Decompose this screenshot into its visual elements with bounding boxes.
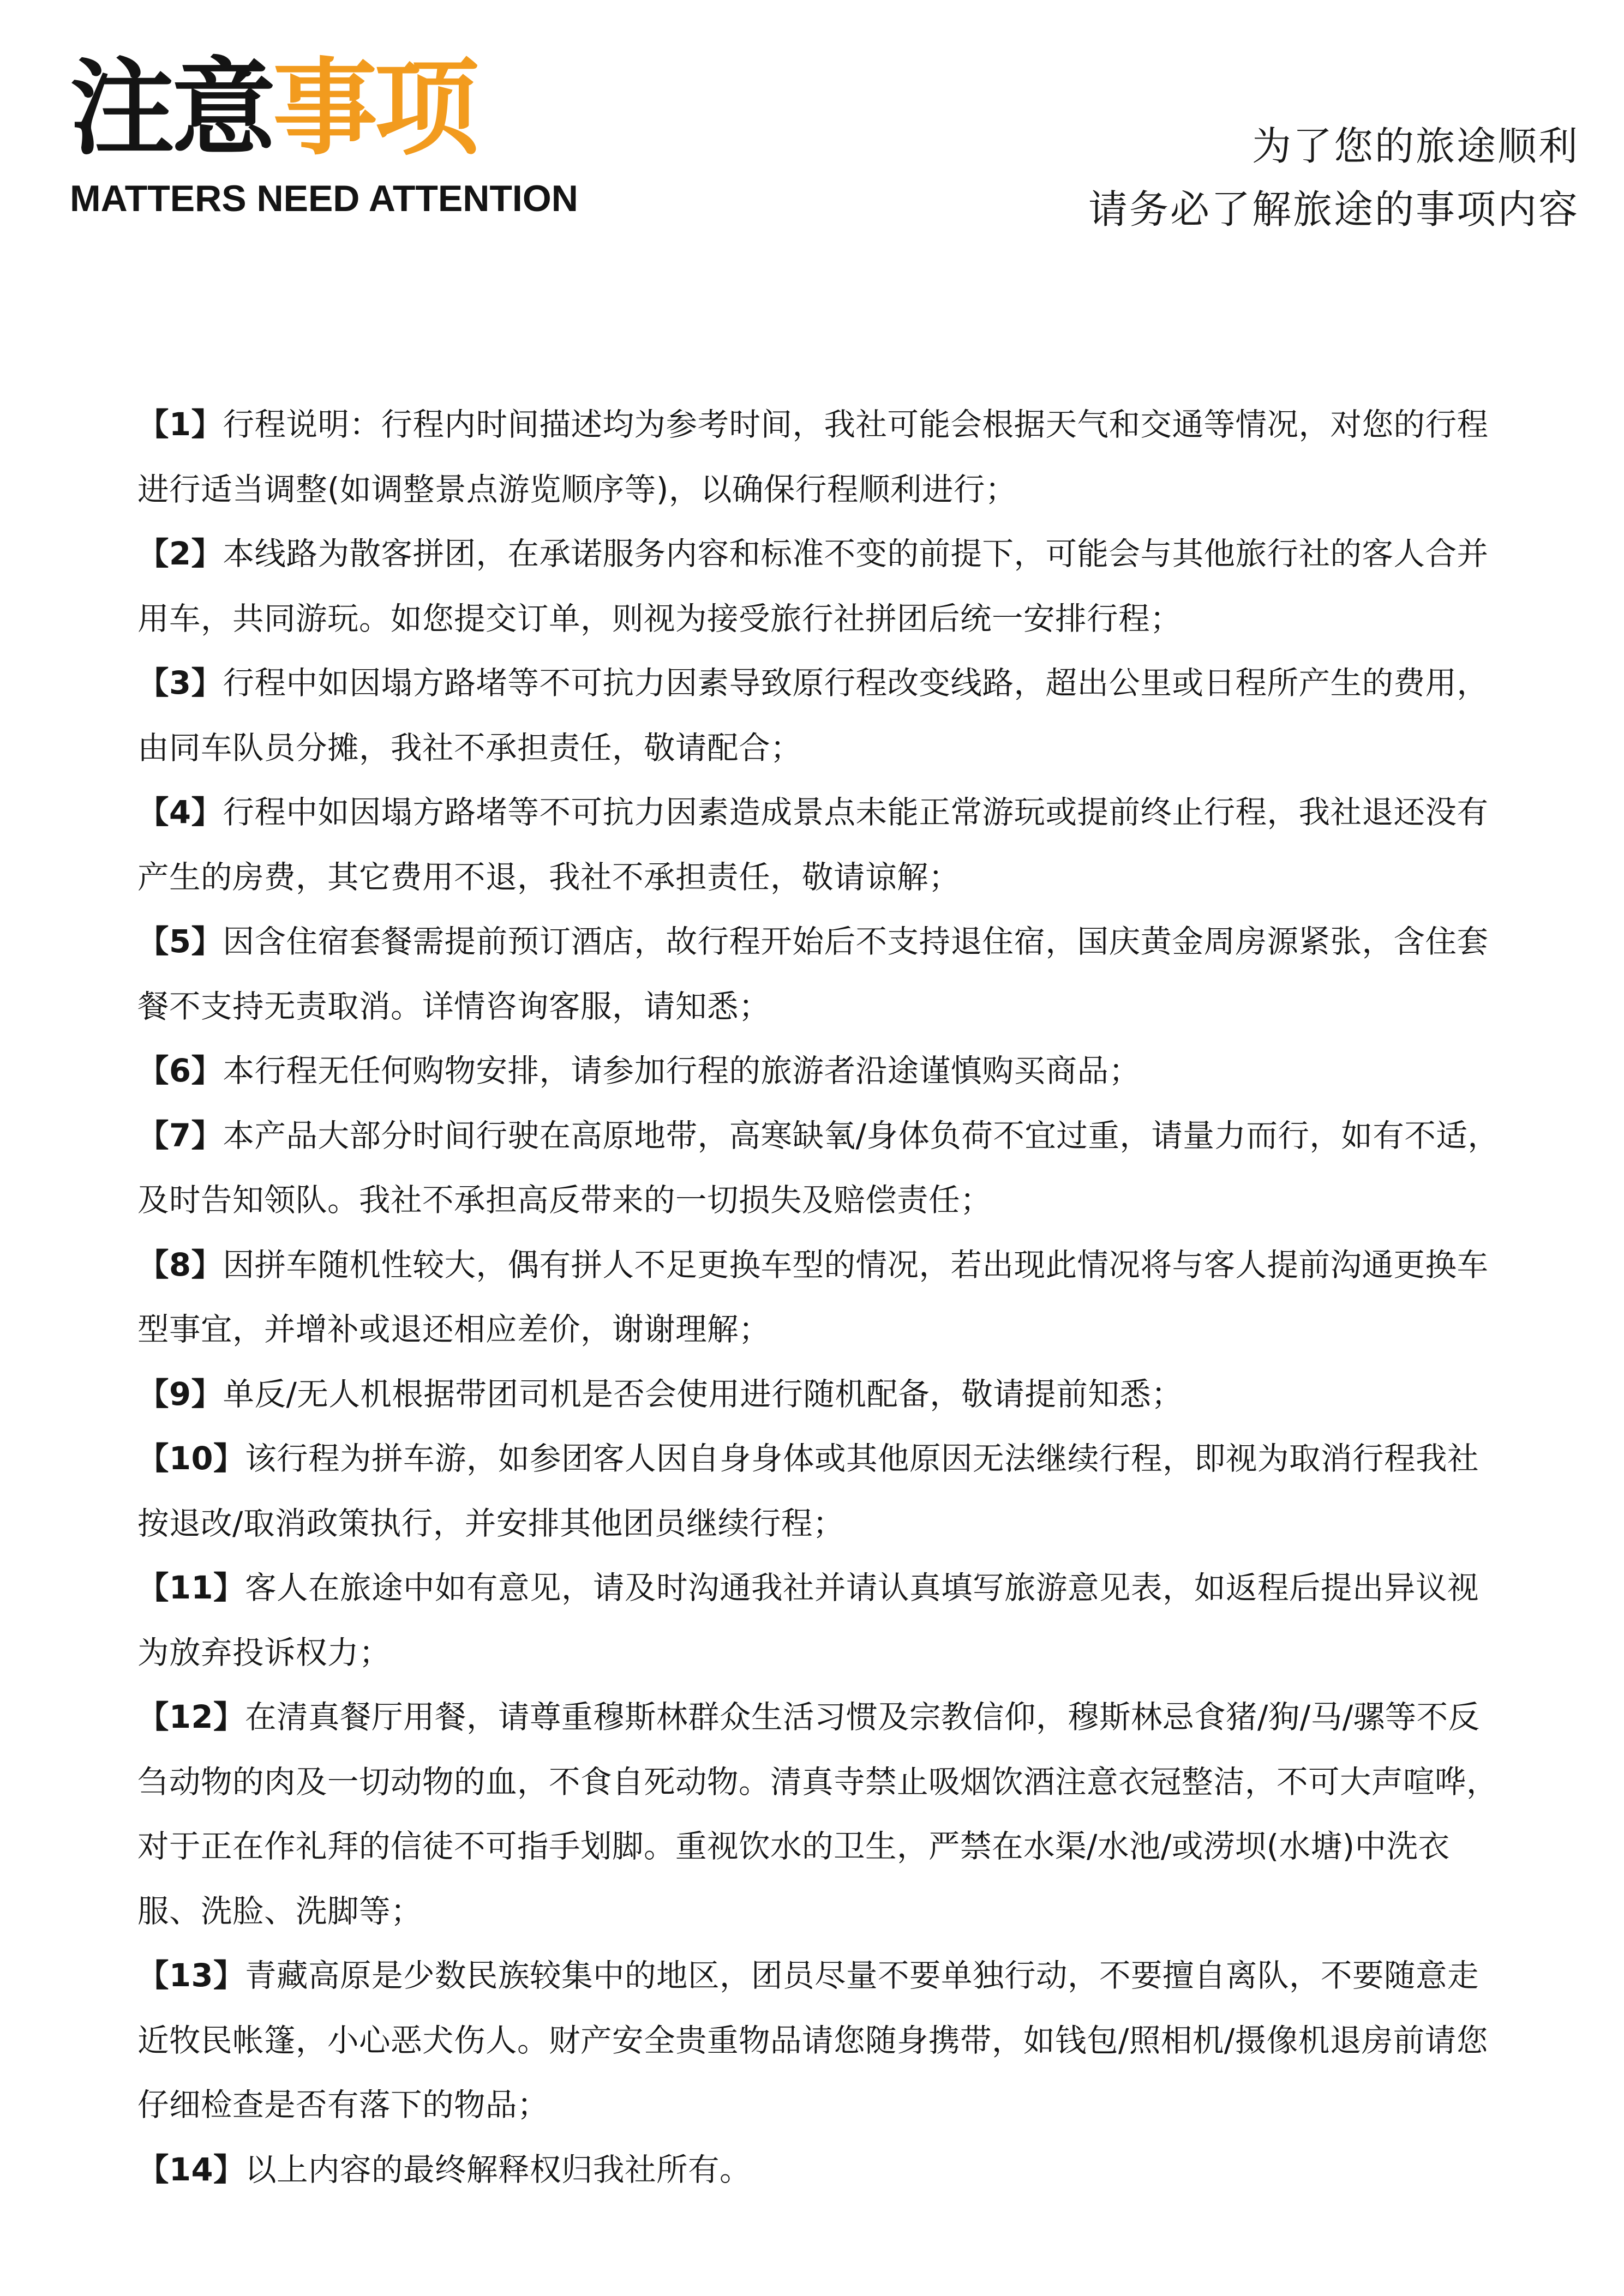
- note-item-11: [137, 1556, 1507, 1685]
- subtitle-line1: 为了您的旅途顺利: [1251, 123, 1579, 169]
- note-number: 【12】: [137, 1699, 245, 1735]
- note-item-10: [137, 1427, 1507, 1556]
- note-text: 本线路为散客拼团，在承诺服务内容和标准不变的前提下，可能会与其他旅行社的客人合并用车，共同游玩。如您提交订单，则视为接受旅行社拼团后统一安排行程；: [137, 536, 1489, 637]
- note-text: 以上内容的最终解释权归我社所有。: [245, 2151, 752, 2188]
- note-item-13: [137, 1944, 1507, 2138]
- note-item-2: [137, 522, 1507, 651]
- note-item-8: [137, 1233, 1507, 1362]
- note-text: 本产品大部分时间行驶在高原地带，高寒缺氧/身体负荷不宜过重，请量力而行，如有不适，及时告知领队。我社不承担高反带来的一切损失及赔偿责任；: [137, 1117, 1500, 1218]
- header-title-block: [70, 48, 578, 220]
- note-number: 【3】: [137, 665, 223, 701]
- note-item-14: [137, 2138, 1507, 2203]
- page-title-part2: 事项: [273, 48, 476, 170]
- note-text: 单反/无人机根据带团司机是否会使用进行随机配备，敬请提前知悉；: [223, 1375, 1183, 1413]
- note-number: 【13】: [137, 1957, 245, 1994]
- page-title-english: MATTERS NEED ATTENTION: [70, 178, 578, 219]
- note-number: 【5】: [137, 923, 223, 960]
- note-number: 【10】: [137, 1440, 245, 1477]
- note-text: 青藏高原是少数民族较集中的地区，团员尽量不要单独行动，不要擅自离队，不要随意走近牧民帐篷，小心恶犬伤人。财产安全贵重物品请您随身携带，如钱包/照相机/摄像机退房前请您仔细检查是否有落下的物品；: [137, 1957, 1488, 2123]
- note-item-1: [137, 393, 1507, 522]
- note-number: 【14】: [137, 2151, 245, 2188]
- note-number: 【4】: [137, 794, 223, 831]
- note-text: 该行程为拼车游，如参团客人因自身身体或其他原因无法继续行程，即视为取消行程我社按退改/取消政策执行，并安排其他团员继续行程；: [137, 1440, 1479, 1542]
- note-text: 在清真餐厅用餐，请尊重穆斯林群众生活习惯及宗教信仰，穆斯林忌食猪/狗/马/骡等不反刍动物的肉及一切动物的血，不食自死动物。清真寺禁止吸烟饮酒注意衣冠整洁，不可大声喧哗，对于正在作礼拜的信徒不可指手划脚。重视饮水的卫生，严禁在水渠/水池/或涝坝(水塘)中洗衣服、洗脸、洗脚等；: [137, 1699, 1498, 1930]
- note-number: 【7】: [137, 1117, 223, 1154]
- subtitle-line2: 请务必了解旅途的事项内容: [1088, 187, 1579, 232]
- note-text: 行程中如因塌方路堵等不可抗力因素造成景点未能正常游玩或提前终止行程，我社退还没有产生的房费，其它费用不退，我社不承担责任，敬请谅解；: [137, 794, 1489, 895]
- page-title-part1: 注意: [70, 48, 273, 170]
- note-item-6: [137, 1039, 1507, 1104]
- note-item-3: [137, 651, 1507, 780]
- note-number: 【1】: [137, 406, 223, 443]
- note-text: 行程中如因塌方路堵等不可抗力因素导致原行程改变线路，超出公里或日程所产生的费用，由同车队员分摊，我社不承担责任，敬请配合；: [137, 665, 1489, 766]
- note-text: 本行程无任何购物安排，请参加行程的旅游者沿途谨慎购买商品；: [223, 1053, 1141, 1089]
- note-item-5: [137, 910, 1507, 1039]
- note-item-4: [137, 780, 1507, 910]
- note-number: 【2】: [137, 536, 223, 572]
- notes-list: [137, 393, 1507, 2202]
- note-number: 【8】: [137, 1246, 223, 1283]
- note-number: 【6】: [137, 1053, 223, 1089]
- note-item-7: [137, 1104, 1507, 1233]
- note-text: 行程说明：行程内时间描述均为参考时间，我社可能会根据天气和交通等情况，对您的行程进行适当调整(如调整景点游览顺序等)，以确保行程顺利进行；: [137, 406, 1489, 508]
- note-number: 【9】: [137, 1375, 223, 1413]
- note-text: 因含住宿套餐需提前预订酒店，故行程开始后不支持退住宿，国庆黄金周房源紧张，含住套餐不支持无责取消。详情咨询客服，请知悉；: [137, 923, 1489, 1025]
- note-text: 因拼车随机性较大，偶有拼人不足更换车型的情况，若出现此情况将与客人提前沟通更换车型事宜，并增补或退还相应差价，谢谢理解；: [137, 1246, 1489, 1348]
- note-text: 客人在旅途中如有意见，请及时沟通我社并请认真填写旅游意见表，如返程后提出异议视为放弃投诉权力；: [137, 1570, 1479, 1671]
- page-title: [70, 48, 578, 170]
- note-item-12: [137, 1685, 1507, 1944]
- note-number: 【11】: [137, 1570, 245, 1606]
- header-subtitle: [1088, 115, 1579, 241]
- note-item-9: [137, 1362, 1507, 1427]
